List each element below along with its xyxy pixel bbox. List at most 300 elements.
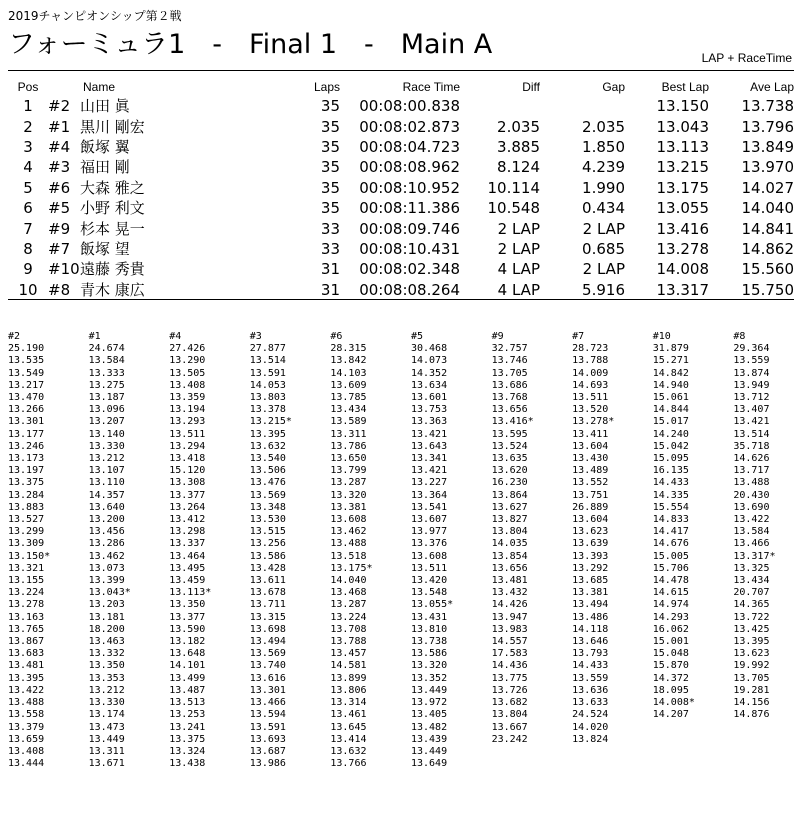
laps-cell: 33 [320, 219, 340, 238]
lap-time: 13.163 [8, 611, 45, 623]
lap-time: 14.833 [652, 514, 689, 526]
lap-time: 14.101 [169, 660, 206, 672]
diff-cell: 10.548 [487, 199, 540, 218]
driver-name-cell: 遠藤 秀貴 [80, 260, 145, 279]
lap-time: 13.350 [88, 660, 125, 672]
lap-time: 13.194 [169, 404, 206, 416]
lap-time: 13.623 [733, 648, 770, 660]
lap-time: 13.899 [330, 672, 367, 684]
lap-time: 13.449 [410, 745, 448, 757]
lap-time: 13.686 [491, 379, 528, 391]
lap-time: 30.468 [410, 343, 448, 355]
position-cell: 9 [23, 260, 33, 279]
lap-time: 13.337 [169, 538, 206, 550]
lap-time: 13.635 [491, 453, 528, 465]
lap-time: 13.317* [733, 550, 776, 562]
lap-time: 14.417 [652, 526, 689, 538]
result-row [8, 259, 794, 279]
lap-time: 13.311 [330, 428, 367, 440]
ave-lap-cell: 14.862 [741, 239, 794, 258]
laps-cell: 31 [320, 260, 340, 279]
top-rule [8, 70, 794, 71]
col-pos: Pos [17, 80, 39, 94]
lap-time: 16.230 [491, 477, 528, 489]
lap-time: 13.824 [572, 733, 609, 745]
col-best-lap: Best Lap [661, 80, 709, 94]
lap-time: 13.867 [8, 636, 45, 648]
lap-time: 13.352 [410, 672, 448, 684]
diff-cell: 10.114 [487, 178, 540, 197]
lap-time: 13.287 [330, 477, 367, 489]
lap-column-car-number: #8 [733, 331, 746, 342]
lap-time: 15.017 [652, 416, 689, 428]
event-subtitle: 2019チャンピオンシップ第２戦 [8, 9, 182, 23]
lap-time: 13.395 [8, 672, 45, 684]
lap-time: 13.299 [8, 526, 45, 538]
lap-time: 13.405 [410, 709, 448, 721]
best-lap-cell: 13.175 [656, 178, 709, 197]
lap-time: 13.751 [572, 489, 609, 501]
lap-time: 13.810 [410, 623, 448, 635]
lap-time: 13.321 [8, 562, 45, 574]
best-lap-cell: 13.278 [656, 239, 709, 258]
lap-time: 13.687 [249, 745, 286, 757]
lap-column [653, 331, 734, 770]
lap-time: 13.325 [733, 562, 770, 574]
lap-time: 13.414 [330, 733, 367, 745]
lap-time: 13.408 [169, 379, 206, 391]
car-number-cell: #3 [48, 158, 71, 177]
diff-cell: 4 LAP [497, 280, 540, 299]
lap-time: 13.620 [491, 465, 528, 477]
lap-time: 16.135 [652, 465, 689, 477]
lap-time: 13.793 [572, 648, 609, 660]
lap-time: 13.043* [88, 587, 131, 599]
lap-time: 31.879 [652, 343, 689, 355]
ave-lap-cell: 15.560 [741, 260, 794, 279]
lap-time: 13.488 [330, 538, 367, 550]
lap-time: 13.463 [88, 636, 125, 648]
lap-time: 13.416* [491, 416, 534, 428]
lap-time: 13.376 [410, 538, 448, 550]
lap-time: 13.711 [249, 599, 286, 611]
lap-time: 13.107 [88, 465, 125, 477]
results-body [8, 96, 794, 300]
lap-column-car-number: #9 [491, 331, 504, 342]
laps-cell: 31 [320, 280, 340, 299]
result-row [8, 116, 794, 136]
lap-time: 13.685 [572, 575, 609, 587]
lap-time: 13.589 [330, 416, 367, 428]
lap-time: 13.330 [88, 440, 125, 452]
col-laps: Laps [313, 80, 340, 94]
diff-cell: 3.885 [497, 137, 540, 156]
driver-name-cell: 杉本 晃一 [80, 219, 145, 238]
lap-time: 13.608 [410, 550, 448, 562]
position-cell: 5 [23, 178, 33, 197]
lap-time: 13.717 [733, 465, 770, 477]
lap-time: 13.667 [491, 721, 528, 733]
lap-time: 13.253 [169, 709, 206, 721]
race-time-cell: 00:08:11.386 [359, 199, 460, 218]
lap-time: 14.676 [652, 538, 689, 550]
lap-time: 13.422 [733, 514, 770, 526]
lap-time: 13.290 [169, 355, 206, 367]
lap-time: 13.378 [249, 404, 286, 416]
lap-time: 13.468 [330, 587, 367, 599]
lap-time: 13.449 [410, 684, 448, 696]
lap-time: 13.775 [491, 672, 528, 684]
lap-time: 13.788 [330, 636, 367, 648]
position-cell: 6 [23, 199, 33, 218]
lap-time: 29.364 [733, 343, 770, 355]
lap-time: 13.527 [8, 514, 45, 526]
gap-cell: 5.916 [582, 280, 625, 299]
lap-time: 13.646 [572, 636, 609, 648]
lap-time: 13.511 [572, 392, 609, 404]
lap-time: 13.421 [410, 428, 448, 440]
lap-time: 13.187 [88, 392, 125, 404]
lap-time: 13.488 [733, 477, 770, 489]
lap-time: 13.461 [330, 709, 367, 721]
diff-cell: 8.124 [497, 158, 540, 177]
lap-column-car-number: #5 [410, 331, 424, 342]
result-row [8, 157, 794, 177]
lap-time: 13.609 [330, 379, 367, 391]
lap-time: 13.174 [88, 709, 125, 721]
lap-time: 13.726 [491, 684, 528, 696]
lap-time: 14.693 [572, 379, 609, 391]
lap-time: 19.281 [733, 684, 770, 696]
lap-time: 13.173 [8, 453, 45, 465]
lap-time: 13.949 [733, 379, 770, 391]
result-row [8, 96, 794, 116]
lap-column-car-number: #4 [169, 331, 182, 342]
lap-time: 13.308 [169, 477, 206, 489]
lap-column [330, 331, 411, 770]
lap-time: 13.591 [249, 367, 286, 379]
race-time-cell: 00:08:10.431 [359, 239, 460, 258]
best-lap-cell: 13.150 [656, 97, 709, 116]
lap-time: 13.803 [249, 392, 286, 404]
lap-time: 13.678 [249, 587, 286, 599]
lap-time: 13.494 [249, 636, 286, 648]
lap-time: 13.462 [88, 550, 125, 562]
lap-time: 13.466 [733, 538, 770, 550]
lap-time: 13.212 [88, 453, 125, 465]
lap-time: 13.375 [8, 477, 45, 489]
lap-time: 13.511 [410, 562, 448, 574]
lap-time: 13.671 [88, 758, 125, 770]
lap-time: 14.557 [491, 636, 528, 648]
lap-time: 14.357 [88, 489, 125, 501]
lap-time: 13.854 [491, 550, 528, 562]
lap-time: 24.674 [88, 343, 125, 355]
driver-name-cell: 飯塚 望 [80, 239, 130, 258]
lap-time: 13.096 [88, 404, 125, 416]
laps-cell: 35 [320, 97, 340, 116]
lap-time: 13.399 [88, 575, 125, 587]
lap-time: 13.601 [410, 392, 448, 404]
lap-time: 13.514 [733, 428, 770, 440]
best-lap-cell: 13.055 [656, 199, 709, 218]
lap-time: 14.073 [410, 355, 448, 367]
lap-time: 13.224 [330, 611, 367, 623]
result-row [8, 178, 794, 198]
lap-time: 13.466 [249, 697, 286, 709]
lap-time: 13.449 [88, 733, 125, 745]
lap-time: 13.683 [8, 648, 45, 660]
lap-time: 13.972 [410, 697, 448, 709]
lap-time: 13.514 [249, 355, 286, 367]
lap-time: 14.372 [652, 672, 689, 684]
lap-time: 13.705 [491, 367, 528, 379]
lap-time: 15.271 [652, 355, 689, 367]
lap-time: 13.590 [169, 623, 206, 635]
lap-time: 13.595 [491, 428, 528, 440]
laps-cell: 35 [320, 178, 340, 197]
race-time-cell: 00:08:00.838 [359, 97, 460, 116]
lap-time: 13.520 [572, 404, 609, 416]
result-row [8, 239, 794, 259]
lap-time: 13.768 [491, 392, 528, 404]
gap-cell [540, 96, 625, 116]
lap-time: 13.947 [491, 611, 528, 623]
lap-time: 14.103 [330, 367, 367, 379]
lap-time: 13.155 [8, 575, 45, 587]
race-title: フォーミュラ1 - Final 1 - Main A [8, 29, 493, 60]
lap-time: 13.264 [169, 501, 206, 513]
lap-time: 13.241 [169, 721, 206, 733]
results-header-row [8, 79, 794, 96]
driver-name-cell: 青木 康広 [80, 280, 145, 299]
lap-column [733, 331, 800, 770]
lap-time: 13.722 [733, 611, 770, 623]
lap-time: 13.584 [733, 526, 770, 538]
driver-name-cell: 福田 剛 [80, 158, 130, 177]
position-cell: 3 [23, 137, 33, 156]
lap-time: 13.604 [572, 440, 609, 452]
lap-time: 13.431 [410, 611, 448, 623]
lap-time: 20.707 [733, 587, 770, 599]
lap-time: 13.315 [249, 611, 286, 623]
position-cell: 1 [23, 97, 33, 116]
lap-time: 18.200 [88, 623, 125, 635]
lap-time: 13.586 [249, 550, 286, 562]
lap-time: 13.495 [169, 562, 206, 574]
driver-name-cell: 大森 雅之 [80, 178, 145, 197]
lap-time: 13.182 [169, 636, 206, 648]
lap-time: 13.632 [249, 440, 286, 452]
lap-time: 13.489 [572, 465, 609, 477]
lap-time: 13.740 [249, 660, 286, 672]
lap-time: 13.073 [88, 562, 125, 574]
lap-time: 13.301 [249, 684, 286, 696]
position-cell: 8 [23, 239, 33, 258]
ave-lap-cell: 15.750 [741, 280, 794, 299]
lap-time: 13.175* [330, 562, 373, 574]
gap-cell: 0.685 [582, 239, 625, 258]
lap-time: 14.240 [652, 428, 689, 440]
diff-cell: 2 LAP [497, 219, 540, 238]
lap-time: 13.977 [410, 526, 448, 538]
diff-cell: 4 LAP [497, 260, 540, 279]
laps-cell: 35 [320, 158, 340, 177]
result-row [8, 137, 794, 157]
lap-column [169, 331, 250, 770]
lap-time: 13.311 [88, 745, 125, 757]
lap-time: 13.428 [249, 562, 286, 574]
car-number-cell: #7 [48, 239, 71, 258]
lap-time: 14.842 [652, 367, 689, 379]
lap-time: 13.569 [249, 489, 286, 501]
lap-time: 13.320 [330, 489, 367, 501]
lap-time: 14.426 [491, 599, 528, 611]
lap-column-car-number: #2 [8, 331, 21, 342]
lap-time: 13.055* [410, 599, 454, 611]
driver-name-cell: 山田 眞 [80, 97, 130, 116]
lap-time: 15.061 [652, 392, 689, 404]
lap-time: 14.118 [572, 623, 609, 635]
lap-time: 13.246 [8, 440, 45, 452]
lap-time: 13.693 [249, 733, 286, 745]
lap-time: 13.591 [249, 721, 286, 733]
ave-lap-cell: 14.040 [741, 199, 794, 218]
lap-time: 13.559 [733, 355, 770, 367]
lap-time: 35.718 [733, 440, 770, 452]
col-diff: Diff [522, 80, 540, 94]
lap-time: 13.464 [169, 550, 206, 562]
lap-time: 13.434 [733, 575, 770, 587]
lap-time: 13.181 [88, 611, 125, 623]
lap-time: 13.633 [572, 697, 609, 709]
lap-time: 13.799 [330, 465, 367, 477]
lap-time: 13.456 [88, 526, 125, 538]
gap-cell: 1.850 [582, 137, 625, 156]
lap-time: 13.552 [572, 477, 609, 489]
lap-column-car-number: #3 [249, 331, 262, 342]
lap-time: 13.842 [330, 355, 367, 367]
position-cell: 10 [18, 280, 38, 299]
lap-time: 27.877 [249, 343, 286, 355]
lap-time: 13.827 [491, 514, 528, 526]
lap-time: 13.712 [733, 392, 770, 404]
lap-time: 13.227 [410, 477, 448, 489]
lap-time: 13.607 [410, 514, 448, 526]
lap-time: 13.287 [330, 599, 367, 611]
lap-time: 13.473 [88, 721, 125, 733]
lap-column [492, 331, 573, 770]
lap-time: 13.309 [8, 538, 45, 550]
lap-time: 13.113* [169, 587, 212, 599]
lap-time: 14.974 [652, 599, 689, 611]
lap-time: 13.314 [330, 697, 367, 709]
lap-time: 15.001 [652, 636, 689, 648]
lap-time: 13.177 [8, 428, 45, 440]
lap-time: 15.120 [169, 465, 206, 477]
lap-time: 13.207 [88, 416, 125, 428]
best-lap-cell: 14.008 [656, 260, 709, 279]
lap-time: 13.986 [249, 758, 286, 770]
lap-time: 13.278 [8, 599, 45, 611]
lap-time: 13.395 [733, 636, 770, 648]
race-time-cell: 00:08:08.962 [359, 158, 460, 177]
lap-time: 24.524 [572, 709, 609, 721]
lap-time: 13.292 [572, 562, 609, 574]
lap-time: 13.594 [249, 709, 286, 721]
car-number-cell: #10 [48, 260, 80, 279]
lap-time: 13.462 [330, 526, 367, 538]
lap-time: 15.554 [652, 501, 689, 513]
col-gap: Gap [602, 80, 625, 94]
lap-time: 13.197 [8, 465, 45, 477]
lap-time: 13.766 [330, 758, 367, 770]
lap-time: 13.430 [572, 453, 609, 465]
lap-time: 13.486 [572, 611, 609, 623]
lap-time: 13.298 [169, 526, 206, 538]
lap-time: 13.738 [410, 636, 448, 648]
lap-time: 13.275 [88, 379, 125, 391]
lap-time: 13.611 [249, 575, 286, 587]
lap-time: 13.682 [491, 697, 528, 709]
lap-column-car-number: #6 [330, 331, 343, 342]
lap-time: 26.889 [572, 501, 609, 513]
lap-time: 14.436 [491, 660, 528, 672]
lap-time: 13.608 [330, 514, 367, 526]
lap-time: 13.359 [169, 392, 206, 404]
lap-time: 13.217 [8, 379, 45, 391]
lap-time: 17.583 [491, 648, 528, 660]
lap-time: 13.659 [8, 733, 45, 745]
lap-time: 13.408 [8, 745, 45, 757]
lap-time: 14.035 [491, 538, 528, 550]
diff-cell: 2.035 [497, 117, 540, 136]
lap-time: 13.476 [249, 477, 286, 489]
lap-time: 13.457 [330, 648, 367, 660]
driver-name-cell: 小野 利文 [80, 199, 145, 218]
car-number-cell: #8 [48, 280, 71, 299]
result-row [8, 218, 794, 238]
laps-cell: 35 [320, 117, 340, 136]
lap-time: 13.425 [733, 623, 770, 635]
lap-time: 14.207 [652, 709, 689, 721]
lap-time: 13.569 [249, 648, 286, 660]
lap-time: 13.983 [491, 623, 528, 635]
lap-time: 13.481 [491, 575, 528, 587]
race-time-cell: 00:08:04.723 [359, 137, 460, 156]
lap-time: 14.478 [652, 575, 689, 587]
lap-time: 13.411 [572, 428, 609, 440]
results-table [8, 79, 794, 300]
lap-time: 13.284 [8, 489, 45, 501]
lap-time: 13.320 [410, 660, 448, 672]
lap-time: 13.333 [88, 367, 125, 379]
lap-time: 32.757 [491, 343, 528, 355]
lap-time: 13.505 [169, 367, 206, 379]
lap-time: 13.330 [88, 697, 125, 709]
lap-time: 13.616 [249, 672, 286, 684]
lap-time: 15.048 [652, 648, 689, 660]
lap-time: 13.421 [410, 465, 448, 477]
lap-time: 13.203 [88, 599, 125, 611]
lap-time: 13.294 [169, 440, 206, 452]
lap-time: 13.348 [249, 501, 286, 513]
gap-cell: 2 LAP [582, 219, 625, 238]
lap-time: 13.421 [733, 416, 770, 428]
lap-time: 13.256 [249, 538, 286, 550]
lap-time: 13.487 [169, 684, 206, 696]
lap-time: 13.541 [410, 501, 448, 513]
